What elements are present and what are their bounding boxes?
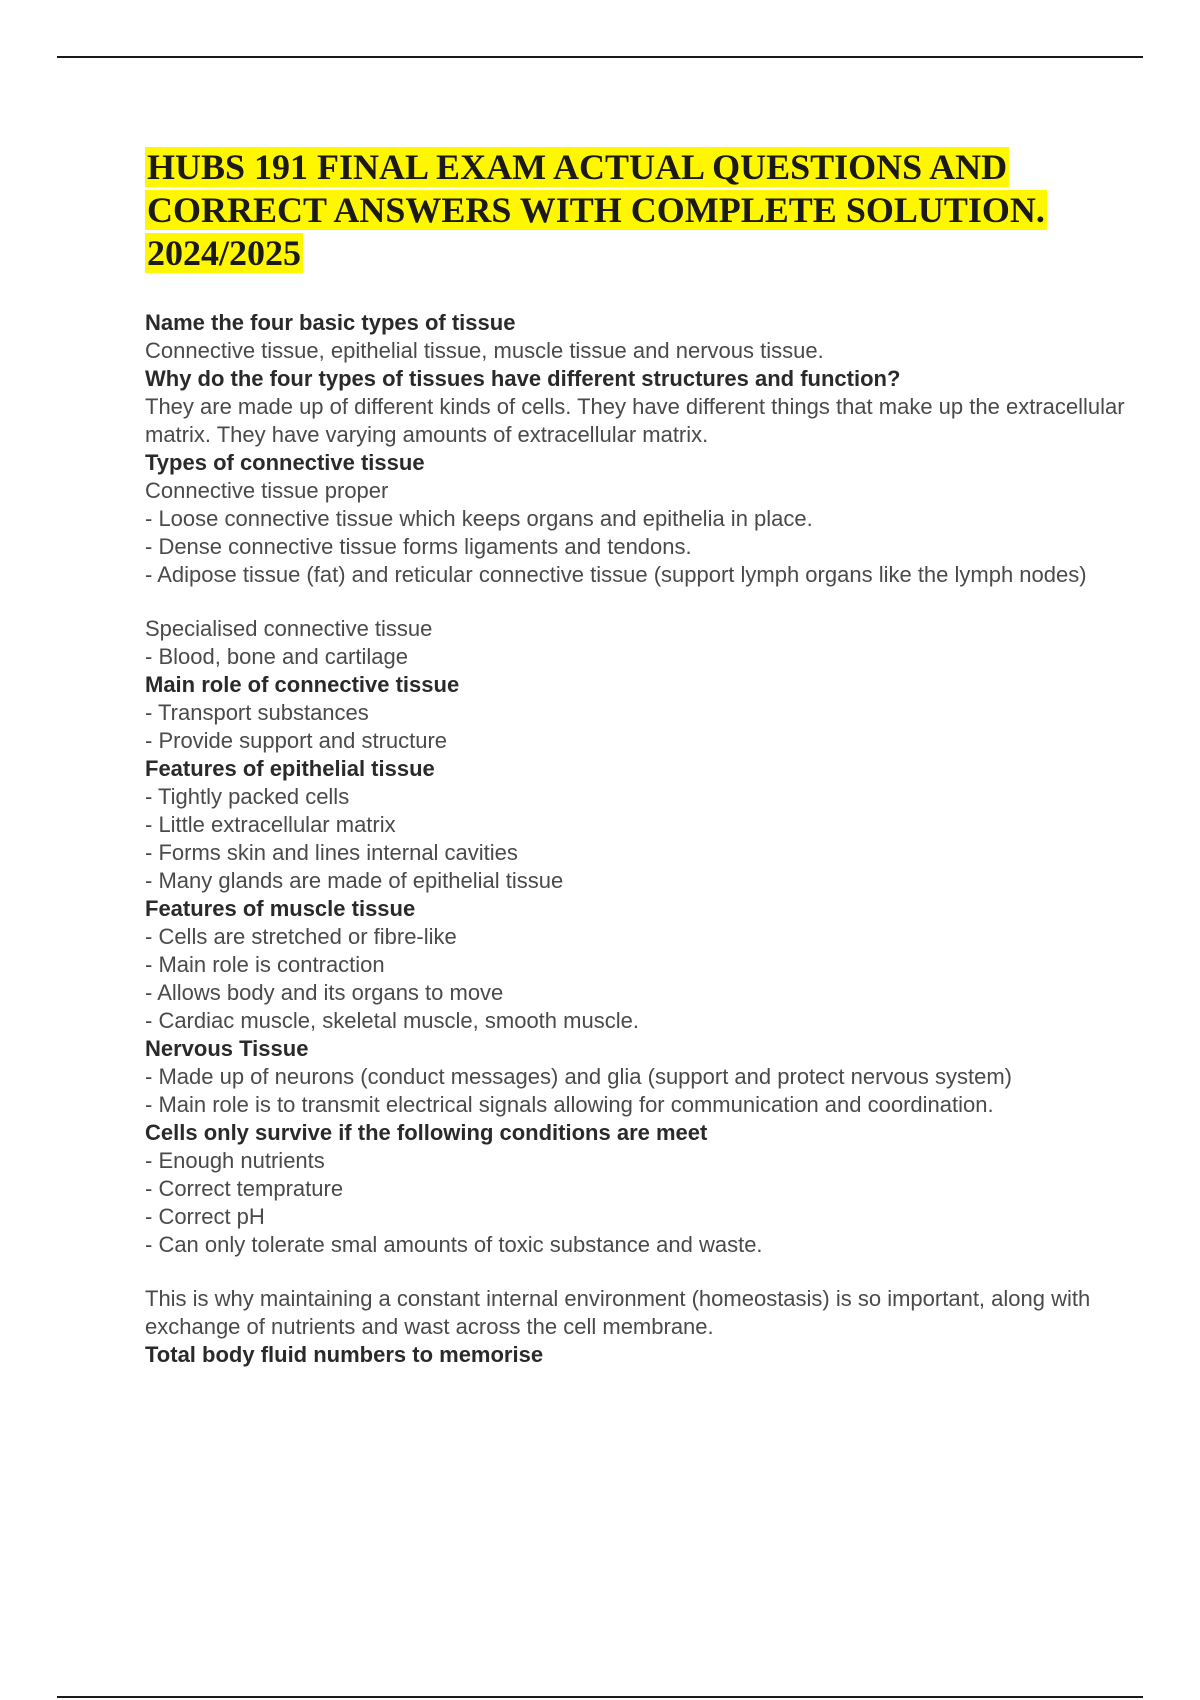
blank-line <box>145 1259 1135 1285</box>
qa-item <box>145 449 1135 671</box>
answer-line: - Loose connective tissue which keeps organs and epithelia in place. <box>145 506 813 531</box>
qa-item <box>145 1341 1135 1369</box>
blank-line <box>145 589 1135 615</box>
answer-line: - Enough nutrients <box>145 1148 325 1173</box>
answer-line: - Correct pH <box>145 1204 265 1229</box>
qa-item <box>145 1035 1135 1119</box>
answer-line: - Transport substances <box>145 700 369 725</box>
answer-line: - Made up of neurons (conduct messages) and glia (support and protect nervous system) <box>145 1064 1013 1089</box>
answer-line: - Cells are stretched or fibre-like <box>145 924 457 949</box>
question-heading: Types of connective tissue <box>145 450 425 475</box>
answer-line: Specialised connective tissue <box>145 616 433 641</box>
answer-line: - Dense connective tissue forms ligaments and tendons. <box>145 534 692 559</box>
answer-line: This is why maintaining a constant internal environment (homeostasis) is so important, along with exchange of nutrients and wast across the cell membrane. <box>145 1286 1091 1339</box>
qa-item <box>145 309 1135 365</box>
answer-line: - Tightly packed cells <box>145 784 350 809</box>
question-heading: Nervous Tissue <box>145 1036 309 1061</box>
answer-line: - Allows body and its organs to move <box>145 980 504 1005</box>
qa-item <box>145 755 1135 895</box>
answer-line: - Can only tolerate smal amounts of toxic substance and waste. <box>145 1232 763 1257</box>
title-line: CORRECT ANSWERS WITH COMPLETE SOLUTION. <box>147 190 1045 230</box>
title-line: HUBS 191 FINAL EXAM ACTUAL QUESTIONS AND <box>147 147 1008 187</box>
qa-item <box>145 671 1135 755</box>
question-heading: Features of epithelial tissue <box>145 756 435 781</box>
qa-item <box>145 895 1135 1035</box>
answer-line: Connective tissue proper <box>145 478 389 503</box>
answer-line: - Provide support and structure <box>145 728 448 753</box>
header-rule <box>57 56 1143 58</box>
answer-line: - Forms skin and lines internal cavities <box>145 840 518 865</box>
question-heading: Total body fluid numbers to memorise <box>145 1342 544 1367</box>
footer-rule <box>57 1696 1143 1698</box>
question-heading: Why do the four types of tissues have different structures and function? <box>145 366 901 391</box>
qa-item <box>145 365 1135 449</box>
answer-line: - Blood, bone and cartilage <box>145 644 408 669</box>
answer-line: - Main role is to transmit electrical signals allowing for communication and coordination. <box>145 1092 994 1117</box>
question-heading: Name the four basic types of tissue <box>145 310 516 335</box>
title-line: 2024/2025 <box>147 233 302 273</box>
document-body <box>145 146 1135 1369</box>
answer-line: - Many glands are made of epithelial tissue <box>145 868 564 893</box>
qa-item <box>145 1119 1135 1341</box>
answer-line: They are made up of different kinds of cells. They have different things that make up the extracellular matrix. They have varying amounts of extracellular matrix. <box>145 394 1125 447</box>
answer-line: - Adipose tissue (fat) and reticular connective tissue (support lymph organs like the lymph nodes) <box>145 562 1087 587</box>
answer-line: - Correct temprature <box>145 1176 344 1201</box>
qa-list <box>145 309 1135 1369</box>
document-title <box>145 146 1135 275</box>
answer-line: Connective tissue, epithelial tissue, muscle tissue and nervous tissue. <box>145 338 824 363</box>
question-heading: Cells only survive if the following conditions are meet <box>145 1120 708 1145</box>
answer-line: - Little extracellular matrix <box>145 812 396 837</box>
answer-line: - Cardiac muscle, skeletal muscle, smooth muscle. <box>145 1008 639 1033</box>
question-heading: Main role of connective tissue <box>145 672 460 697</box>
question-heading: Features of muscle tissue <box>145 896 416 921</box>
answer-line: - Main role is contraction <box>145 952 385 977</box>
